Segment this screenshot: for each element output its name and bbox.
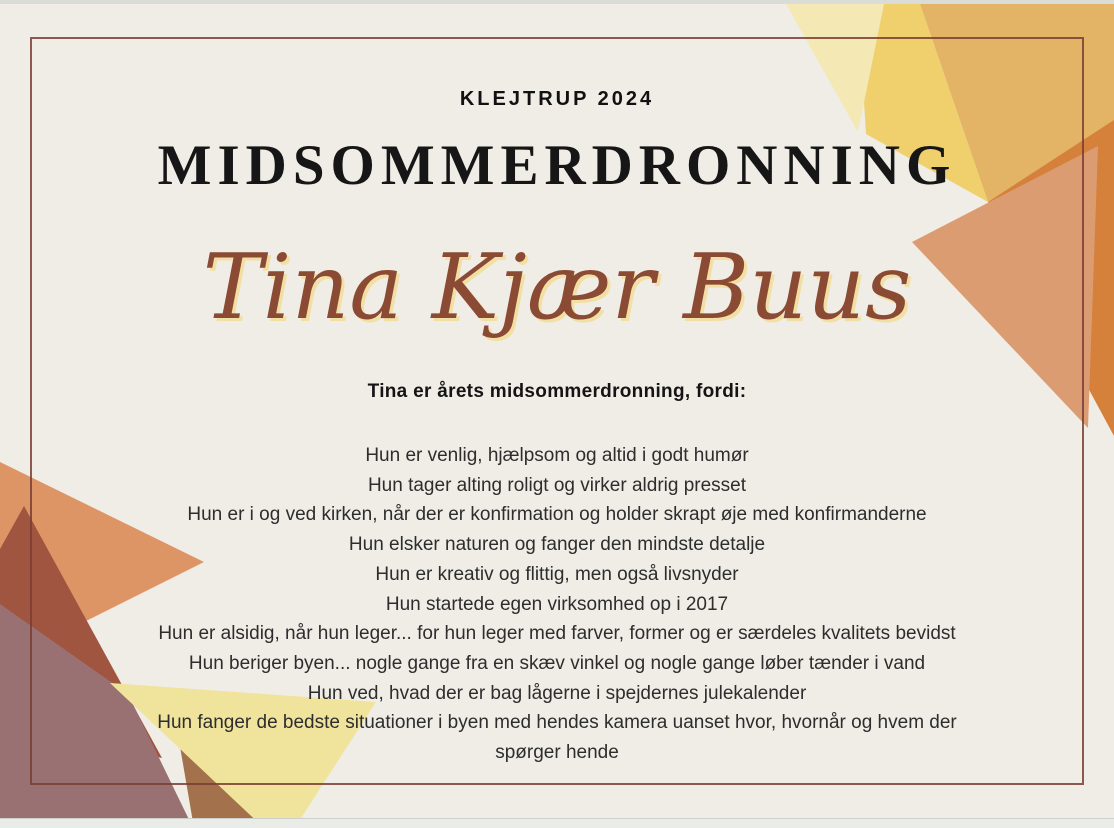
reason-line: Hun er alsidig, når hun leger... for hun leger med farver, former og er særdeles kvalitets bevidst — [158, 623, 956, 645]
reason-line: Hun er kreativ og flittig, men også livsnyder — [375, 563, 739, 585]
reason-line: Hun beriger byen... nogle gange fra en skæv vinkel og nogle gange løber tænder i vand — [188, 652, 926, 674]
reasons-subtitle: Tina er årets midsommerdronning, fordi: — [367, 381, 747, 402]
reason-line: Hun fanger de bedste situationer i byen med hendes kamera uanset hvor, hvornår og hvem der — [157, 712, 957, 734]
reason-line: Hun startede egen virksomhed op i 2017 — [385, 593, 729, 615]
midsummer-queen-poster — [0, 4, 1114, 818]
reasons-list — [57, 441, 1057, 768]
recipient-name: Tina Kjær Buus — [202, 235, 912, 340]
reason-line: Hun elsker naturen og fanger den mindste detalje — [348, 534, 766, 556]
page-title: MIDSOMMERDRONNING — [157, 134, 957, 197]
reason-line: Hun ved, hvad der er bag lågerne i spejdernes julekalender — [307, 682, 807, 704]
reason-line: Hun er venlig, hjælpsom og altid i godt humør — [365, 445, 749, 466]
event-kicker: KLEJTRUP 2024 — [459, 88, 655, 110]
reason-line: spørger hende — [495, 742, 619, 764]
reason-line: Hun er i og ved kirken, når der er konfirmation og holder skrapt øje med konfirmanderne — [187, 504, 927, 526]
screenshot-bottom-edge — [0, 818, 1114, 828]
reason-line: Hun tager alting roligt og virker aldrig presset — [367, 474, 747, 496]
